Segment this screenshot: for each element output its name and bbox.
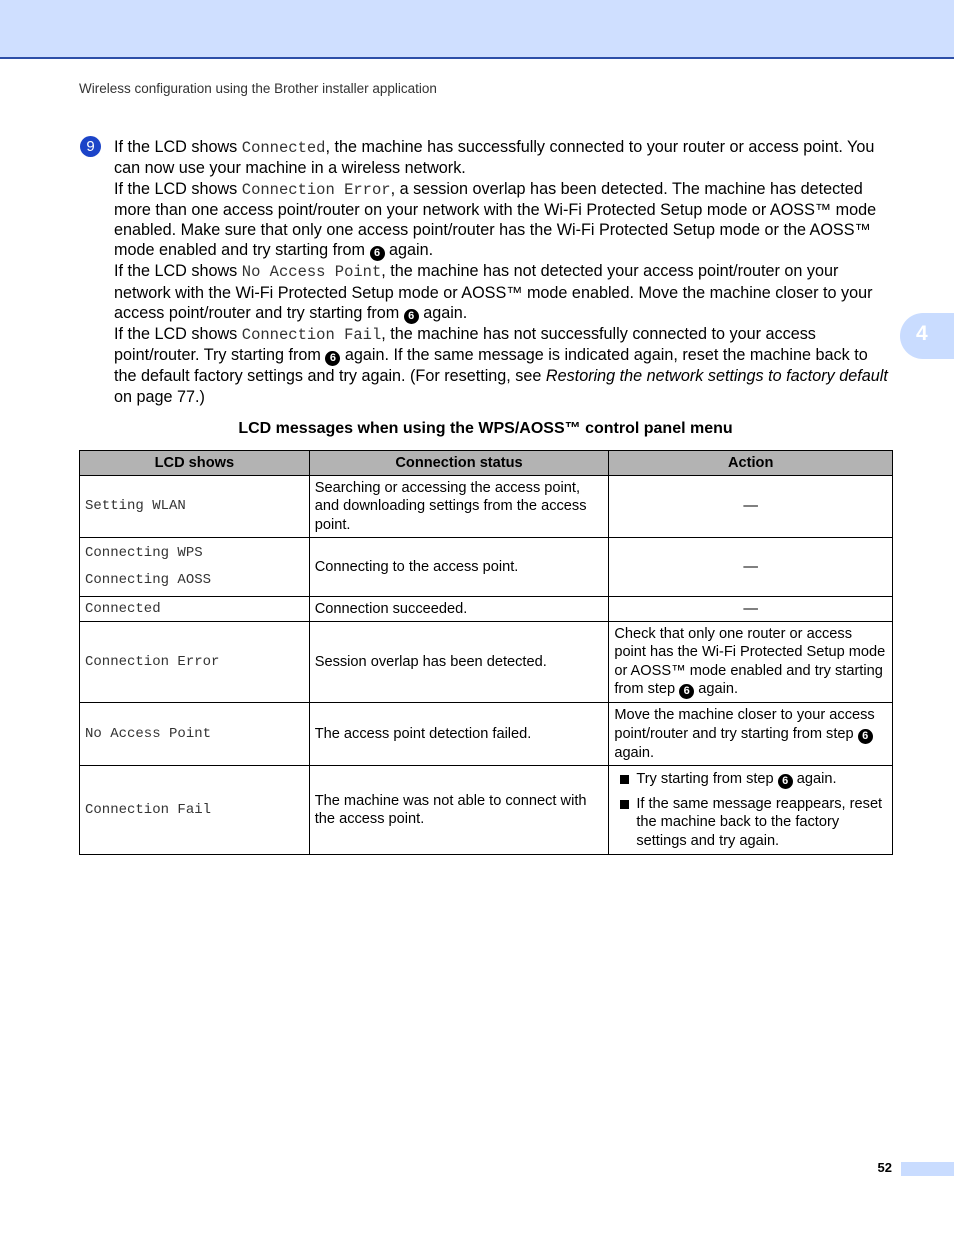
cross-reference-link[interactable]: Restoring the network settings to factory default — [545, 367, 888, 386]
table-row — [80, 622, 893, 703]
paragraph-connection-fail: If the LCD shows Connection Fail, the machine has not successfully connected to your access point/router. Try starting from 6 again. If the same message is indicated again, reset the machine back to the default factory settings and try again. (For resetting, see Restoring the network settings to factory default on page 77.) — [114, 325, 888, 406]
step-ref-icon: 6 — [404, 309, 419, 324]
paragraph-no-access-point: If the LCD shows No Access Point, the machine has not detected your access point/router on your network with the Wi-Fi Protected Setup mode or AOSS™ mode enabled. Move the machine closer to your access point/router and try starting from 6 again. — [114, 262, 873, 323]
step-ref-icon: 6 — [858, 729, 873, 744]
lcd-messages-table — [79, 450, 893, 855]
step-ref-icon: 6 — [778, 774, 793, 789]
chapter-number: 4 — [916, 322, 928, 345]
chapter-tab — [900, 313, 954, 359]
list-item: Try starting from step 6 again. — [614, 770, 887, 789]
column-header-status: Connection status — [309, 451, 609, 476]
table-row — [80, 766, 893, 855]
step-ref-icon: 6 — [370, 246, 385, 261]
action-cell: Move the machine closer to your access point/router and try starting from step 6 again. — [609, 703, 893, 766]
square-bullet-icon — [620, 800, 629, 809]
lcd-cell: Connected — [80, 597, 310, 622]
lcd-cell: Connection Error — [80, 622, 310, 703]
lcd-code: Connection Error — [241, 180, 391, 199]
column-header-action: Action — [609, 451, 893, 476]
lcd-cell: No Access Point — [80, 703, 310, 766]
lcd-cell: Connection Fail — [80, 766, 310, 855]
step-number-badge: 9 — [80, 136, 101, 157]
running-header: Wireless configuration using the Brother installer application — [79, 81, 437, 96]
table-row — [80, 476, 893, 538]
lcd-code: Connection Fail — [241, 326, 382, 345]
action-cell — [609, 766, 893, 855]
table-row — [80, 703, 893, 766]
list-item: If the same message reappears, reset the machine back to the factory settings and try again. — [614, 795, 887, 850]
table-row — [80, 538, 893, 597]
status-cell: The machine was not able to connect with the access point. — [309, 766, 609, 855]
step-ref-icon: 6 — [325, 351, 340, 366]
lcd-cell: Connecting WPS Connecting AOSS — [80, 538, 310, 597]
square-bullet-icon — [620, 775, 629, 784]
step-ref-icon: 6 — [679, 684, 694, 699]
paragraph-connected: If the LCD shows Connected, the machine has successfully connected to your router or access point. You can now use your machine in a wireless network. — [114, 138, 875, 178]
table-row — [80, 597, 893, 622]
action-cell: — — [609, 476, 893, 538]
paragraph-connection-error: If the LCD shows Connection Error, a session overlap has been detected. The machine has detected more than one access point/router on your network with the Wi-Fi Protected Setup mode or AOSS™ mode enabled. Make sure that only one access point/router has the Wi-Fi Protected Setup mode or the AOSS™ mode enabled and try starting from 6 again. — [114, 179, 877, 260]
action-bullet-list — [614, 770, 887, 850]
status-cell: The access point detection failed. — [309, 703, 609, 766]
table-header-row — [80, 451, 893, 476]
action-cell: Check that only one router or access point has the Wi-Fi Protected Setup mode or AOSS™ mode enabled and try starting from step 6 again. — [609, 622, 893, 703]
footer-bar — [901, 1162, 954, 1176]
action-cell: — — [609, 538, 893, 597]
action-cell: — — [609, 597, 893, 622]
status-cell: Session overlap has been detected. — [309, 622, 609, 703]
table-title: LCD messages when using the WPS/AOSS™ control panel menu — [238, 420, 733, 437]
status-cell: Connection succeeded. — [309, 597, 609, 622]
step-body — [114, 137, 894, 407]
lcd-code: No Access Point — [241, 263, 382, 282]
column-header-lcd: LCD shows — [80, 451, 310, 476]
page-number: 52 — [877, 1160, 892, 1175]
status-cell: Searching or accessing the access point, and downloading settings from the access point. — [309, 476, 609, 538]
status-cell: Connecting to the access point. — [309, 538, 609, 597]
lcd-cell: Setting WLAN — [80, 476, 310, 538]
top-header-band — [0, 0, 954, 59]
lcd-code: Connected — [241, 139, 326, 157]
